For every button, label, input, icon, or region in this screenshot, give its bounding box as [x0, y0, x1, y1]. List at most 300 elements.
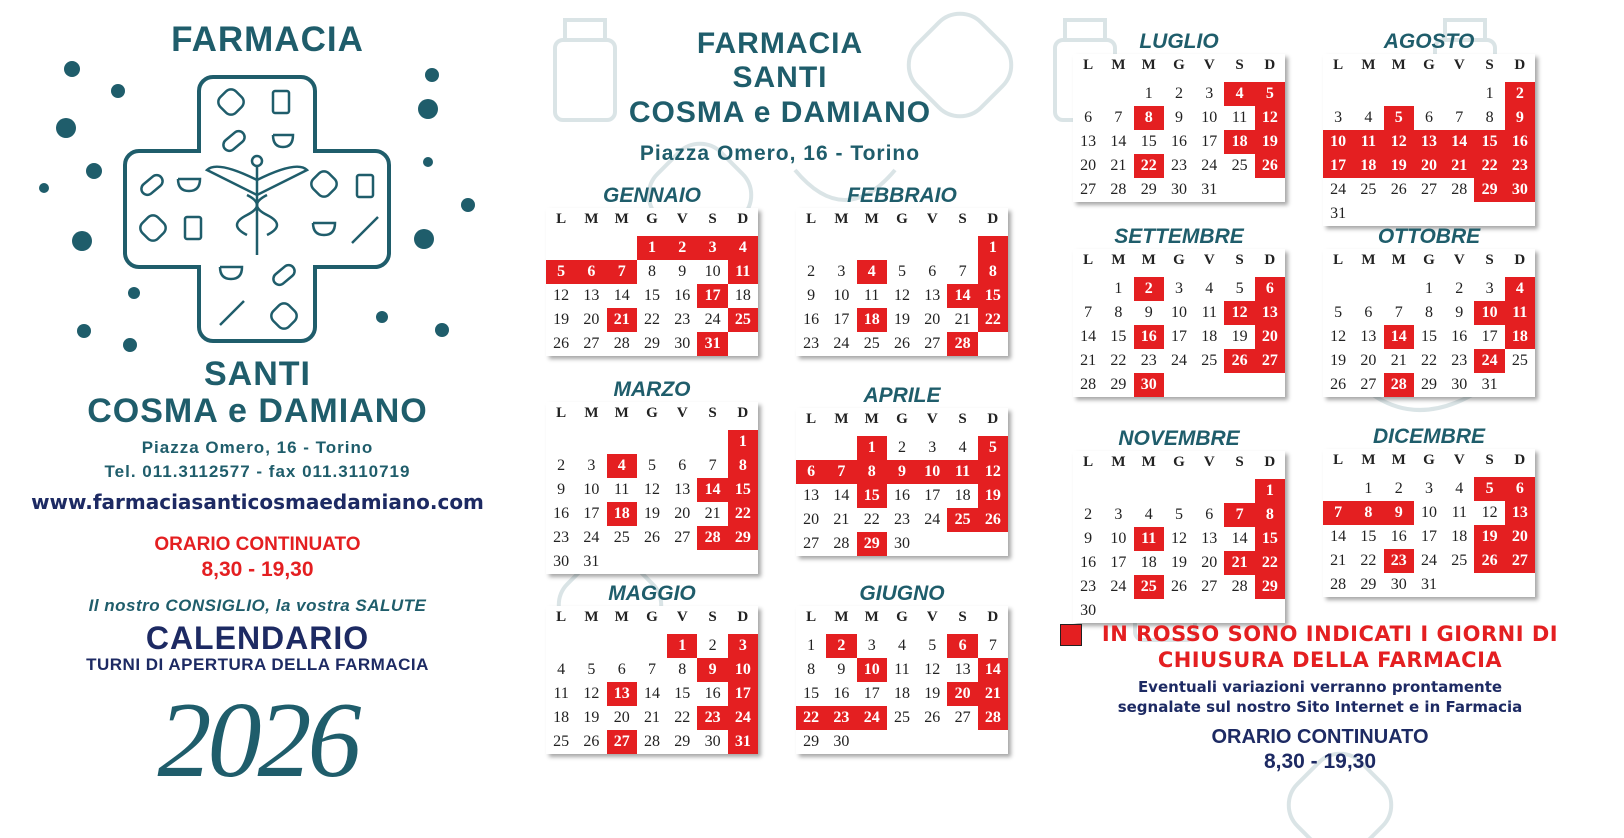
calendar-day: 30	[893, 535, 910, 552]
closed-day: 6	[947, 634, 977, 658]
calendar-day: 20	[583, 311, 600, 328]
month-gennaio	[546, 184, 758, 356]
closed-day: 8	[728, 454, 758, 478]
calendar-day: 2	[897, 439, 906, 456]
weekday-label: S	[708, 211, 717, 227]
calendar-day: 1	[1485, 85, 1494, 102]
calendar-day: 24	[583, 529, 600, 546]
left-panel	[0, 0, 535, 838]
calendar-day: 11	[864, 287, 880, 304]
closed-day: 24	[1474, 349, 1504, 373]
calendar-day: 6	[1205, 506, 1214, 523]
weekday-label: M	[864, 211, 879, 227]
closed-day: 17	[1323, 154, 1353, 178]
closed-day: 6	[796, 460, 826, 484]
calendar-day: 12	[893, 287, 910, 304]
calendar-day: 3	[1485, 280, 1494, 297]
calendar-day: 19	[893, 311, 910, 328]
closed-day: 29	[1255, 575, 1285, 599]
weekday-label: S	[958, 609, 967, 625]
closed-day: 24	[728, 706, 758, 730]
calendar-day: 30	[704, 733, 721, 750]
calendar-day: 8	[678, 661, 687, 678]
month-dicembre	[1323, 425, 1535, 597]
weekday-label: G	[646, 405, 658, 421]
calendar-day: 4	[897, 637, 906, 654]
calendar-day: 30	[553, 553, 570, 570]
calendar-day: 19	[643, 505, 660, 522]
closed-day: 10	[1474, 301, 1504, 325]
calendar-day: 21	[954, 311, 971, 328]
weekday-label: M	[1391, 57, 1406, 73]
calendar-day: 16	[1451, 328, 1468, 345]
calendar-day: 5	[1235, 280, 1244, 297]
month-grid	[1323, 249, 1535, 397]
weekday-label: G	[646, 211, 658, 227]
calendar-day: 28	[1451, 181, 1468, 198]
weekday-label: V	[1203, 57, 1215, 73]
closed-day: 12	[978, 460, 1008, 484]
calendar-day: 17	[1420, 528, 1437, 545]
calendar-day: 30	[1170, 181, 1187, 198]
closed-day: 22	[1474, 154, 1504, 178]
calendar-day: 25	[1451, 552, 1468, 569]
weekday-label: M	[1361, 57, 1376, 73]
weekday-label: V	[926, 211, 938, 227]
calendar-day: 27	[924, 335, 941, 352]
weekday-label: L	[556, 211, 567, 227]
closed-day: 7	[1224, 503, 1254, 527]
closed-day: 9	[1505, 106, 1535, 130]
month-name: GENNAIO	[602, 184, 701, 207]
calendar-day: 3	[867, 637, 876, 654]
calendar-day: 30	[1080, 602, 1097, 619]
month-agosto	[1323, 30, 1535, 226]
weekday-label: G	[896, 211, 908, 227]
month-aprile	[796, 384, 1008, 556]
closed-day: 2	[667, 236, 697, 260]
month-luglio	[1073, 30, 1285, 202]
calendar-day: 31	[1330, 205, 1347, 222]
closed-day: 10	[1323, 130, 1353, 154]
closed-day: 25	[1134, 575, 1164, 599]
calendar-day: 22	[1360, 552, 1377, 569]
weekday-label: L	[556, 405, 567, 421]
calendar-subtitle: TURNI DI APERTURA DELLA FARMACIA	[86, 655, 429, 674]
month-name: DICEMBRE	[1372, 425, 1485, 448]
calendar-day: 26	[1390, 181, 1407, 198]
closed-day: 10	[917, 460, 947, 484]
website-link[interactable]: www.farmaciasanticosmaedamiano.com	[31, 490, 484, 514]
weekday-label: M	[614, 609, 629, 625]
month-name: SETTEMBRE	[1114, 225, 1244, 248]
weekday-header	[1073, 249, 1285, 271]
closed-day: 29	[728, 526, 758, 550]
calendar-day: 2	[807, 263, 816, 280]
calendar-day: 6	[678, 457, 687, 474]
closed-day: 1	[637, 236, 667, 260]
calendar-day: 21	[833, 511, 850, 528]
calendar-day: 22	[1420, 352, 1437, 369]
weekday-label: V	[676, 211, 688, 227]
calendar-day: 28	[1330, 576, 1347, 593]
month-grid	[796, 208, 1008, 356]
closed-day: 8	[1353, 501, 1383, 525]
weekday-label: S	[708, 609, 717, 625]
calendar-day: 10	[1110, 530, 1127, 547]
calendar-day: 23	[1080, 578, 1097, 595]
calendar-day: 27	[583, 335, 600, 352]
closed-day: 25	[728, 308, 758, 332]
calendar-day: 5	[928, 637, 937, 654]
closed-day: 27	[1255, 349, 1285, 373]
calendar-day: 14	[1330, 528, 1347, 545]
weekday-label: M	[614, 211, 629, 227]
closed-day: 4	[857, 260, 887, 284]
calendar-day: 10	[1170, 304, 1187, 321]
calendar-day: 25	[893, 709, 910, 726]
closed-day: 15	[857, 484, 887, 508]
closed-day: 10	[857, 658, 887, 682]
calendar-day: 18	[1140, 554, 1157, 571]
weekday-label: V	[1453, 252, 1465, 268]
closed-day: 16	[1505, 130, 1535, 154]
weekday-label: L	[1083, 57, 1094, 73]
closed-day: 29	[857, 532, 887, 556]
month-ottobre	[1323, 225, 1535, 397]
calendar-day: 30	[674, 335, 691, 352]
calendar-day: 30	[833, 733, 850, 750]
closed-day: 27	[1505, 549, 1535, 573]
closed-day: 13	[1505, 501, 1535, 525]
calendar-day: 12	[643, 481, 660, 498]
closed-legend-line2: CHIUSURA DELLA FARMACIA	[1157, 648, 1503, 672]
calendar-day: 25	[863, 335, 880, 352]
closed-day: 11	[947, 460, 977, 484]
closed-day: 28	[978, 706, 1008, 730]
calendar-day: 19	[1170, 554, 1187, 571]
calendar-day: 15	[643, 287, 660, 304]
calendar-day: 1	[1364, 480, 1373, 497]
calendar-day: 20	[613, 709, 630, 726]
calendar-day: 12	[1330, 328, 1347, 345]
month-name: GIUGNO	[859, 582, 945, 605]
header-word: FARMACIA	[696, 27, 864, 60]
weekday-label: S	[958, 211, 967, 227]
closed-day: 5	[546, 260, 576, 284]
month-grid	[796, 408, 1008, 556]
weekday-label: M	[584, 609, 599, 625]
calendar-day: 14	[1110, 133, 1127, 150]
closed-day: 18	[1353, 154, 1383, 178]
month-grid	[796, 606, 1008, 754]
calendar-day: 26	[1170, 578, 1187, 595]
pharmacy-address: Piazza Omero, 16 - Torino	[141, 438, 374, 457]
closed-day: 1	[1255, 479, 1285, 503]
calendar-day: 17	[833, 311, 850, 328]
calendar-day: 2	[708, 637, 717, 654]
calendar-day: 8	[807, 661, 816, 678]
calendar-day: 23	[893, 511, 910, 528]
calendar-day: 27	[1201, 578, 1218, 595]
closed-day: 17	[728, 682, 758, 706]
calendar-day: 24	[1201, 157, 1218, 174]
calendar-day: 24	[704, 311, 721, 328]
closed-day: 4	[728, 236, 758, 260]
weekday-label: D	[1264, 57, 1276, 73]
calendar-day: 20	[1080, 157, 1097, 174]
calendar-day: 21	[1110, 157, 1127, 174]
month-grid	[546, 606, 758, 754]
calendar-day: 7	[1084, 304, 1093, 321]
calendar-day: 4	[958, 439, 967, 456]
calendar-day: 5	[647, 457, 656, 474]
calendar-day: 27	[1360, 376, 1377, 393]
closed-day: 11	[1134, 527, 1164, 551]
closed-day: 14	[978, 658, 1008, 682]
calendar-day: 15	[1360, 528, 1377, 545]
closed-day: 3	[728, 634, 758, 658]
weekday-label: S	[1485, 452, 1494, 468]
closed-day: 25	[947, 508, 977, 532]
closed-day: 15	[1255, 527, 1285, 551]
closed-day: 8	[978, 260, 1008, 284]
weekday-label: G	[1423, 252, 1435, 268]
calendar-day: 21	[643, 709, 660, 726]
weekday-label: V	[1203, 252, 1215, 268]
closed-day: 14	[1444, 130, 1474, 154]
weekday-label: S	[958, 411, 967, 427]
weekday-label: M	[1141, 252, 1156, 268]
closed-day: 8	[1255, 503, 1285, 527]
weekday-label: D	[737, 609, 749, 625]
variation-note-line2: segnalate sul nostro Sito Internet e in Farmacia	[1117, 698, 1523, 716]
closed-day: 19	[978, 484, 1008, 508]
closed-day: 4	[607, 454, 637, 478]
weekday-label: M	[1391, 452, 1406, 468]
calendar-day: 19	[553, 311, 570, 328]
calendar-day: 2	[1084, 506, 1093, 523]
calendar-day: 9	[1144, 304, 1153, 321]
pharmacy-phone: Tel. 011.3112577 - fax 011.3110719	[104, 462, 411, 481]
closed-day: 7	[1323, 501, 1353, 525]
calendar-day: 8	[1485, 109, 1494, 126]
weekday-label: V	[1453, 57, 1465, 73]
calendar-day: 23	[803, 335, 820, 352]
month-grid	[1323, 54, 1535, 226]
calendar-day: 5	[587, 661, 596, 678]
closed-day: 31	[697, 332, 727, 356]
calendar-day: 8	[647, 263, 656, 280]
closed-day: 17	[697, 284, 727, 308]
weekday-label: S	[1235, 454, 1244, 470]
calendar-day: 27	[1080, 181, 1097, 198]
weekday-label: M	[1111, 454, 1126, 470]
calendar-day: 28	[833, 535, 850, 552]
closed-day: 7	[607, 260, 637, 284]
closed-day: 14	[697, 478, 727, 502]
calendar-day: 20	[1201, 554, 1218, 571]
closed-day: 20	[1505, 525, 1535, 549]
calendar-day: 4	[1205, 280, 1214, 297]
closed-day: 26	[1474, 549, 1504, 573]
calendar-day: 11	[1451, 504, 1467, 521]
weekday-label: M	[1361, 252, 1376, 268]
closed-day: 13	[1414, 130, 1444, 154]
weekday-label: M	[864, 411, 879, 427]
closed-day: 13	[1255, 301, 1285, 325]
weekday-label: M	[1141, 57, 1156, 73]
pharmacy-name-line2: COSMA e DAMIANO	[87, 392, 428, 430]
month-name: MAGGIO	[608, 582, 696, 605]
calendar-day: 19	[583, 709, 600, 726]
calendar-day: 2	[557, 457, 566, 474]
weekday-label: G	[1173, 454, 1185, 470]
closed-day: 15	[728, 478, 758, 502]
calendar-day: 1	[1114, 280, 1123, 297]
weekday-label: L	[1333, 452, 1344, 468]
closed-day: 12	[1255, 106, 1285, 130]
month-grid	[1073, 249, 1285, 397]
closed-day: 14	[1384, 325, 1414, 349]
closed-day: 1	[728, 430, 758, 454]
weekday-header	[796, 208, 1008, 230]
calendar-day: 5	[1334, 304, 1343, 321]
closed-day: 11	[728, 260, 758, 284]
closed-day: 9	[1384, 501, 1414, 525]
calendar-day: 9	[678, 263, 687, 280]
calendar-day: 8	[1424, 304, 1433, 321]
calendar-day: 11	[553, 685, 569, 702]
weekday-label: L	[1333, 57, 1344, 73]
calendar-day: 11	[894, 661, 910, 678]
calendar-day: 3	[1205, 85, 1214, 102]
weekday-label: L	[1083, 454, 1094, 470]
calendar-day: 17	[863, 685, 880, 702]
calendar-day: 24	[1420, 552, 1437, 569]
calendar-day: 14	[1080, 328, 1097, 345]
closed-day: 30	[1134, 373, 1164, 397]
calendar-day: 29	[643, 335, 660, 352]
weekday-label: G	[1173, 57, 1185, 73]
closed-day: 22	[1255, 551, 1285, 575]
calendar-day: 27	[1420, 181, 1437, 198]
weekday-header	[546, 402, 758, 424]
closed-day: 1	[978, 236, 1008, 260]
closed-day: 2	[826, 634, 856, 658]
weekday-label: L	[556, 609, 567, 625]
month-name: OTTOBRE	[1377, 225, 1481, 248]
closed-day: 10	[728, 658, 758, 682]
calendar-day: 18	[954, 487, 971, 504]
calendar-day: 17	[1170, 328, 1187, 345]
month-marzo	[546, 378, 758, 574]
calendar-day: 6	[617, 661, 626, 678]
closed-day: 30	[1505, 178, 1535, 202]
calendar-day: 19	[1330, 352, 1347, 369]
closed-day: 14	[947, 284, 977, 308]
calendar-day: 13	[674, 481, 691, 498]
calendar-day: 24	[833, 335, 850, 352]
closed-day: 3	[697, 236, 727, 260]
calendar-day: 5	[1174, 506, 1183, 523]
month-novembre	[1073, 427, 1285, 623]
calendar-day: 14	[1231, 530, 1248, 547]
calendar-day: 1	[1144, 85, 1153, 102]
calendar-day: 12	[924, 661, 941, 678]
closed-day: 15	[1474, 130, 1504, 154]
weekday-label: L	[1333, 252, 1344, 268]
month-febbraio	[796, 184, 1008, 356]
closed-day: 18	[1224, 130, 1254, 154]
closed-day: 6	[1505, 477, 1535, 501]
month-name: MARZO	[613, 378, 691, 401]
header-name-line2: COSMA e DAMIANO	[628, 96, 932, 129]
closed-day: 27	[607, 730, 637, 754]
weekday-header	[546, 606, 758, 628]
calendar-day: 12	[1481, 504, 1498, 521]
calendar-day: 21	[1080, 352, 1097, 369]
closed-day: 1	[667, 634, 697, 658]
calendar-day: 15	[674, 685, 691, 702]
calendar-day: 26	[924, 709, 941, 726]
calendar-day: 15	[1140, 133, 1157, 150]
closed-day: 26	[1224, 349, 1254, 373]
calendar-day: 14	[833, 487, 850, 504]
weekday-label: D	[737, 211, 749, 227]
weekday-label: S	[1485, 252, 1494, 268]
closed-day: 22	[796, 706, 826, 730]
calendar-day: 3	[1424, 480, 1433, 497]
calendar-day: 3	[587, 457, 596, 474]
weekday-label: L	[806, 609, 817, 625]
weekday-label: S	[1235, 252, 1244, 268]
closed-day: 21	[978, 682, 1008, 706]
weekday-label: G	[1173, 252, 1185, 268]
calendar-day: 4	[1455, 480, 1464, 497]
weekday-header	[1073, 451, 1285, 473]
header-address: Piazza Omero, 16 - Torino	[639, 142, 921, 165]
month-name: APRILE	[863, 384, 941, 407]
closed-day: 19	[1384, 154, 1414, 178]
weekday-label: G	[896, 609, 908, 625]
hours-title: ORARIO CONTINUATO	[154, 534, 361, 555]
closed-day: 22	[978, 308, 1008, 332]
calendar-day: 23	[1451, 352, 1468, 369]
calendar-day: 10	[704, 263, 721, 280]
closed-day: 4	[1505, 277, 1535, 301]
calendar-day: 6	[1084, 109, 1093, 126]
closed-day: 9	[887, 460, 917, 484]
closed-legend-line1: IN ROSSO SONO INDICATI I GIORNI DI	[1101, 622, 1559, 646]
closed-day: 6	[576, 260, 606, 284]
calendar-day: 15	[1420, 328, 1437, 345]
closed-day: 16	[1134, 325, 1164, 349]
calendar-day: 20	[803, 511, 820, 528]
weekday-label: D	[987, 411, 999, 427]
footer-hours-value: 8,30 - 19,30	[1263, 750, 1377, 773]
closed-day: 26	[1255, 154, 1285, 178]
month-grid	[1073, 451, 1285, 623]
calendar-day: 30	[1451, 376, 1468, 393]
calendar-day: 6	[1364, 304, 1373, 321]
closed-day: 11	[1505, 301, 1535, 325]
calendar-day: 31	[583, 553, 600, 570]
calendar-day: 20	[924, 311, 941, 328]
calendar-title: CALENDARIO	[145, 620, 370, 656]
calendar-day: 27	[803, 535, 820, 552]
weekday-label: M	[584, 405, 599, 421]
